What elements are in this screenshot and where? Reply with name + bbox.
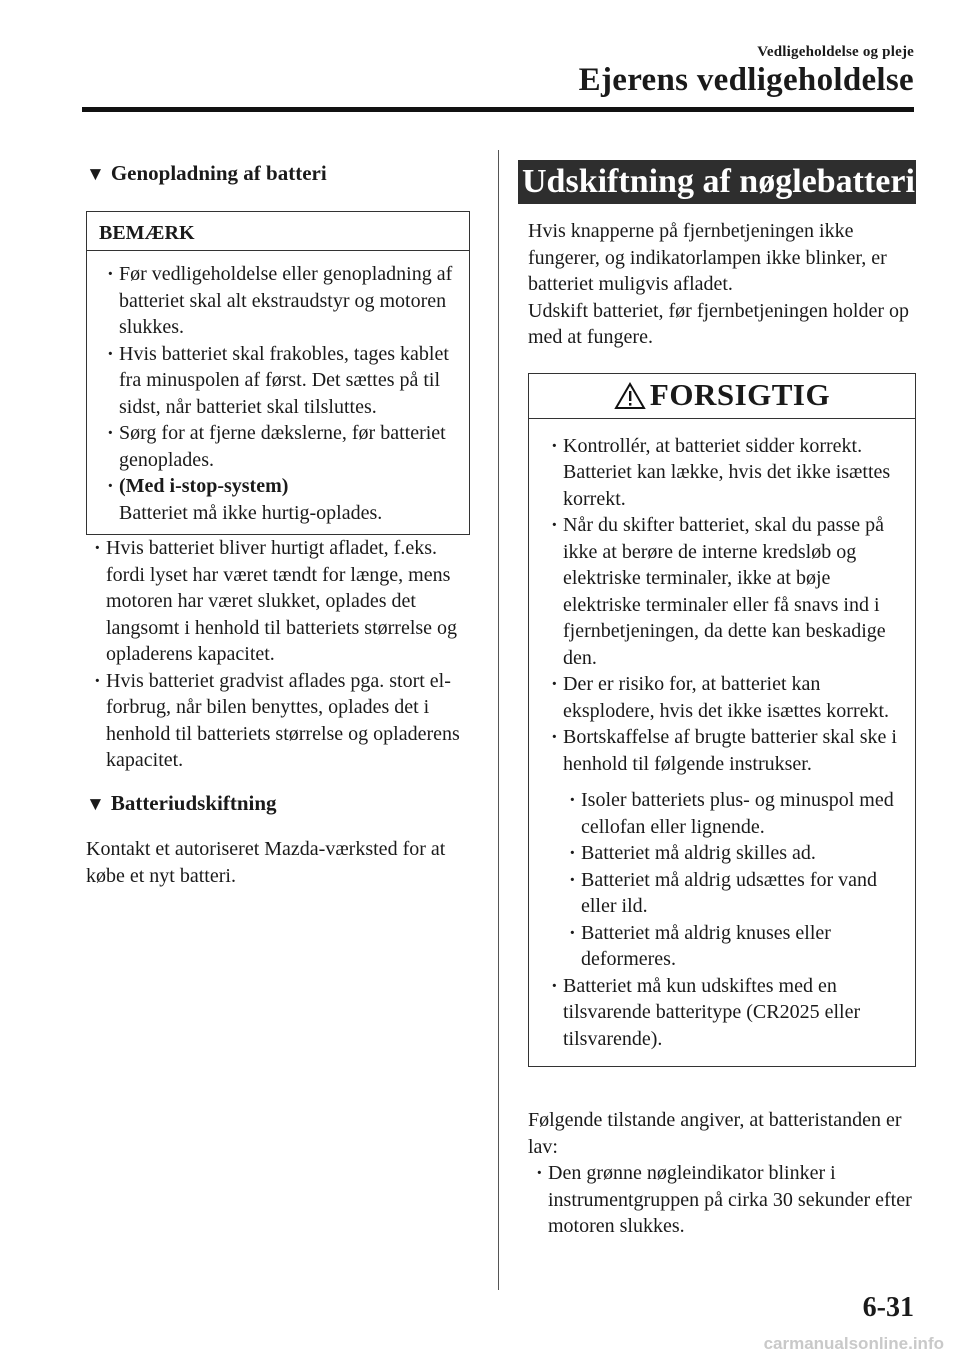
warning-triangle-icon xyxy=(614,382,646,410)
list-item: · Hvis batteriet bliver hurtigt afladet, f.eks. fordi lyset har været tændt for længe, mens motoren har været slukket, oplades det langsomt i henhold til batteriets størrelse og opladerens kapacitet. xyxy=(86,535,470,668)
watermark: carmanualsonline.info xyxy=(763,1334,944,1353)
chapter-title: Ejerens vedligeholdelse xyxy=(578,62,914,98)
caution-title: FORSIGTIG xyxy=(649,377,831,413)
list-item: · Når du skifter batteriet, skal du passe på ikke at berøre de interne kredsløb og elektriske terminaler, ikke at bøje elektriske terminaler eller få snavs ind i fjernbetjeningen, da dette kan beskadige den. xyxy=(543,512,901,671)
triangle-marker-icon: ▼ xyxy=(86,164,105,185)
sub-list-item: · Isoler batteriets plus- og minuspol med cellofan eller lignende. xyxy=(561,787,901,840)
sub-list-item: · Batteriet må aldrig skilles ad. xyxy=(561,840,901,867)
note-title: BEMÆRK xyxy=(87,212,469,252)
list-item: · Sørg for at fjerne dækslerne, før batteriet genoplades. xyxy=(99,420,457,473)
section-banner: Udskiftning af nøglebatteri xyxy=(518,160,916,204)
caution-list-end xyxy=(543,973,901,1053)
left-column xyxy=(86,160,470,889)
right-column xyxy=(522,160,916,1240)
list-item: · Før vedligeholdelse eller genopladning af batteriet skal alt ekstraudstyr og motoren slukkes. xyxy=(99,261,457,341)
charging-list xyxy=(86,535,470,774)
page-number: 6-31 xyxy=(862,1292,914,1323)
header-rule xyxy=(82,107,914,112)
intro-text xyxy=(528,218,916,351)
list-item: · Den grønne nøgleindikator blinker i instrumentgruppen på cirka 30 sekunder efter motoren slukkes. xyxy=(528,1160,916,1240)
caution-body xyxy=(529,419,915,1067)
low-battery-intro: Følgende tilstande angiver, at batteristanden er lav: xyxy=(528,1109,902,1158)
intro-paragraph-2: Udskift batteriet, før fjernbetjeningen holder op med at fungere. xyxy=(528,299,909,348)
section-label: Vedligeholdelse og pleje xyxy=(757,44,914,60)
note-body xyxy=(87,251,469,534)
heading-battery-charging-text: Genopladning af batteri xyxy=(110,161,327,185)
list-item: · Hvis batteriet skal frakobles, tages kablet fra minuspolen af først. Det sættes på til sidst, når batteriet skal tilsluttes. xyxy=(99,341,457,421)
column-divider xyxy=(498,150,499,1290)
intro-paragraph-1: Hvis knapperne på fjernbetjeningen ikke fungerer, og indikatorlampen ikke blinker, er batteriet muligvis afladet. xyxy=(528,220,887,295)
heading-battery-charging xyxy=(86,160,470,189)
note-list xyxy=(99,261,457,526)
caution-list xyxy=(543,433,901,778)
list-item: · Kontrollér, at batteriet sidder korrekt. Batteriet kan lække, hvis det ikke isættes korrekt. xyxy=(543,433,901,513)
replacement-paragraph: Kontakt et autoriseret Mazda-værksted for at købe et nyt batteri. xyxy=(86,838,446,887)
list-item xyxy=(99,473,457,526)
low-battery-list xyxy=(528,1160,916,1240)
sub-list-item: · Batteriet må aldrig udsættes for vand eller ild. xyxy=(561,867,901,920)
sub-list-item: · Batteriet må aldrig knuses eller deformeres. xyxy=(561,920,901,973)
note-box xyxy=(86,211,470,536)
list-item: · Bortskaffelse af brugte batterier skal ske i henhold til følgende instrukser. xyxy=(543,724,901,777)
list-item: · Hvis batteriet gradvist aflades pga. stort el-forbrug, når bilen benyttes, oplades det i henhold til batteriets størrelse og opladerens kapacitet. xyxy=(86,668,470,774)
caution-box xyxy=(528,373,916,1068)
heading-battery-replacement-text: Batteriudskiftning xyxy=(110,790,277,815)
heading-battery-replacement xyxy=(86,790,470,819)
caution-header xyxy=(529,374,915,419)
list-item: · Batteriet må kun udskiftes med en tilsvarende batteritype (CR2025 eller tilsvarende). xyxy=(543,973,901,1053)
disposal-sublist xyxy=(543,787,901,973)
triangle-marker-icon: ▼ xyxy=(86,793,105,815)
list-item: · Der er risiko for, at batteriet kan eksplodere, hvis det ikke isættes korrekt. xyxy=(543,671,901,724)
istop-label: (Med i-stop-system) xyxy=(119,475,289,497)
istop-text: Batteriet må ikke hurtig-oplades. xyxy=(119,501,383,524)
